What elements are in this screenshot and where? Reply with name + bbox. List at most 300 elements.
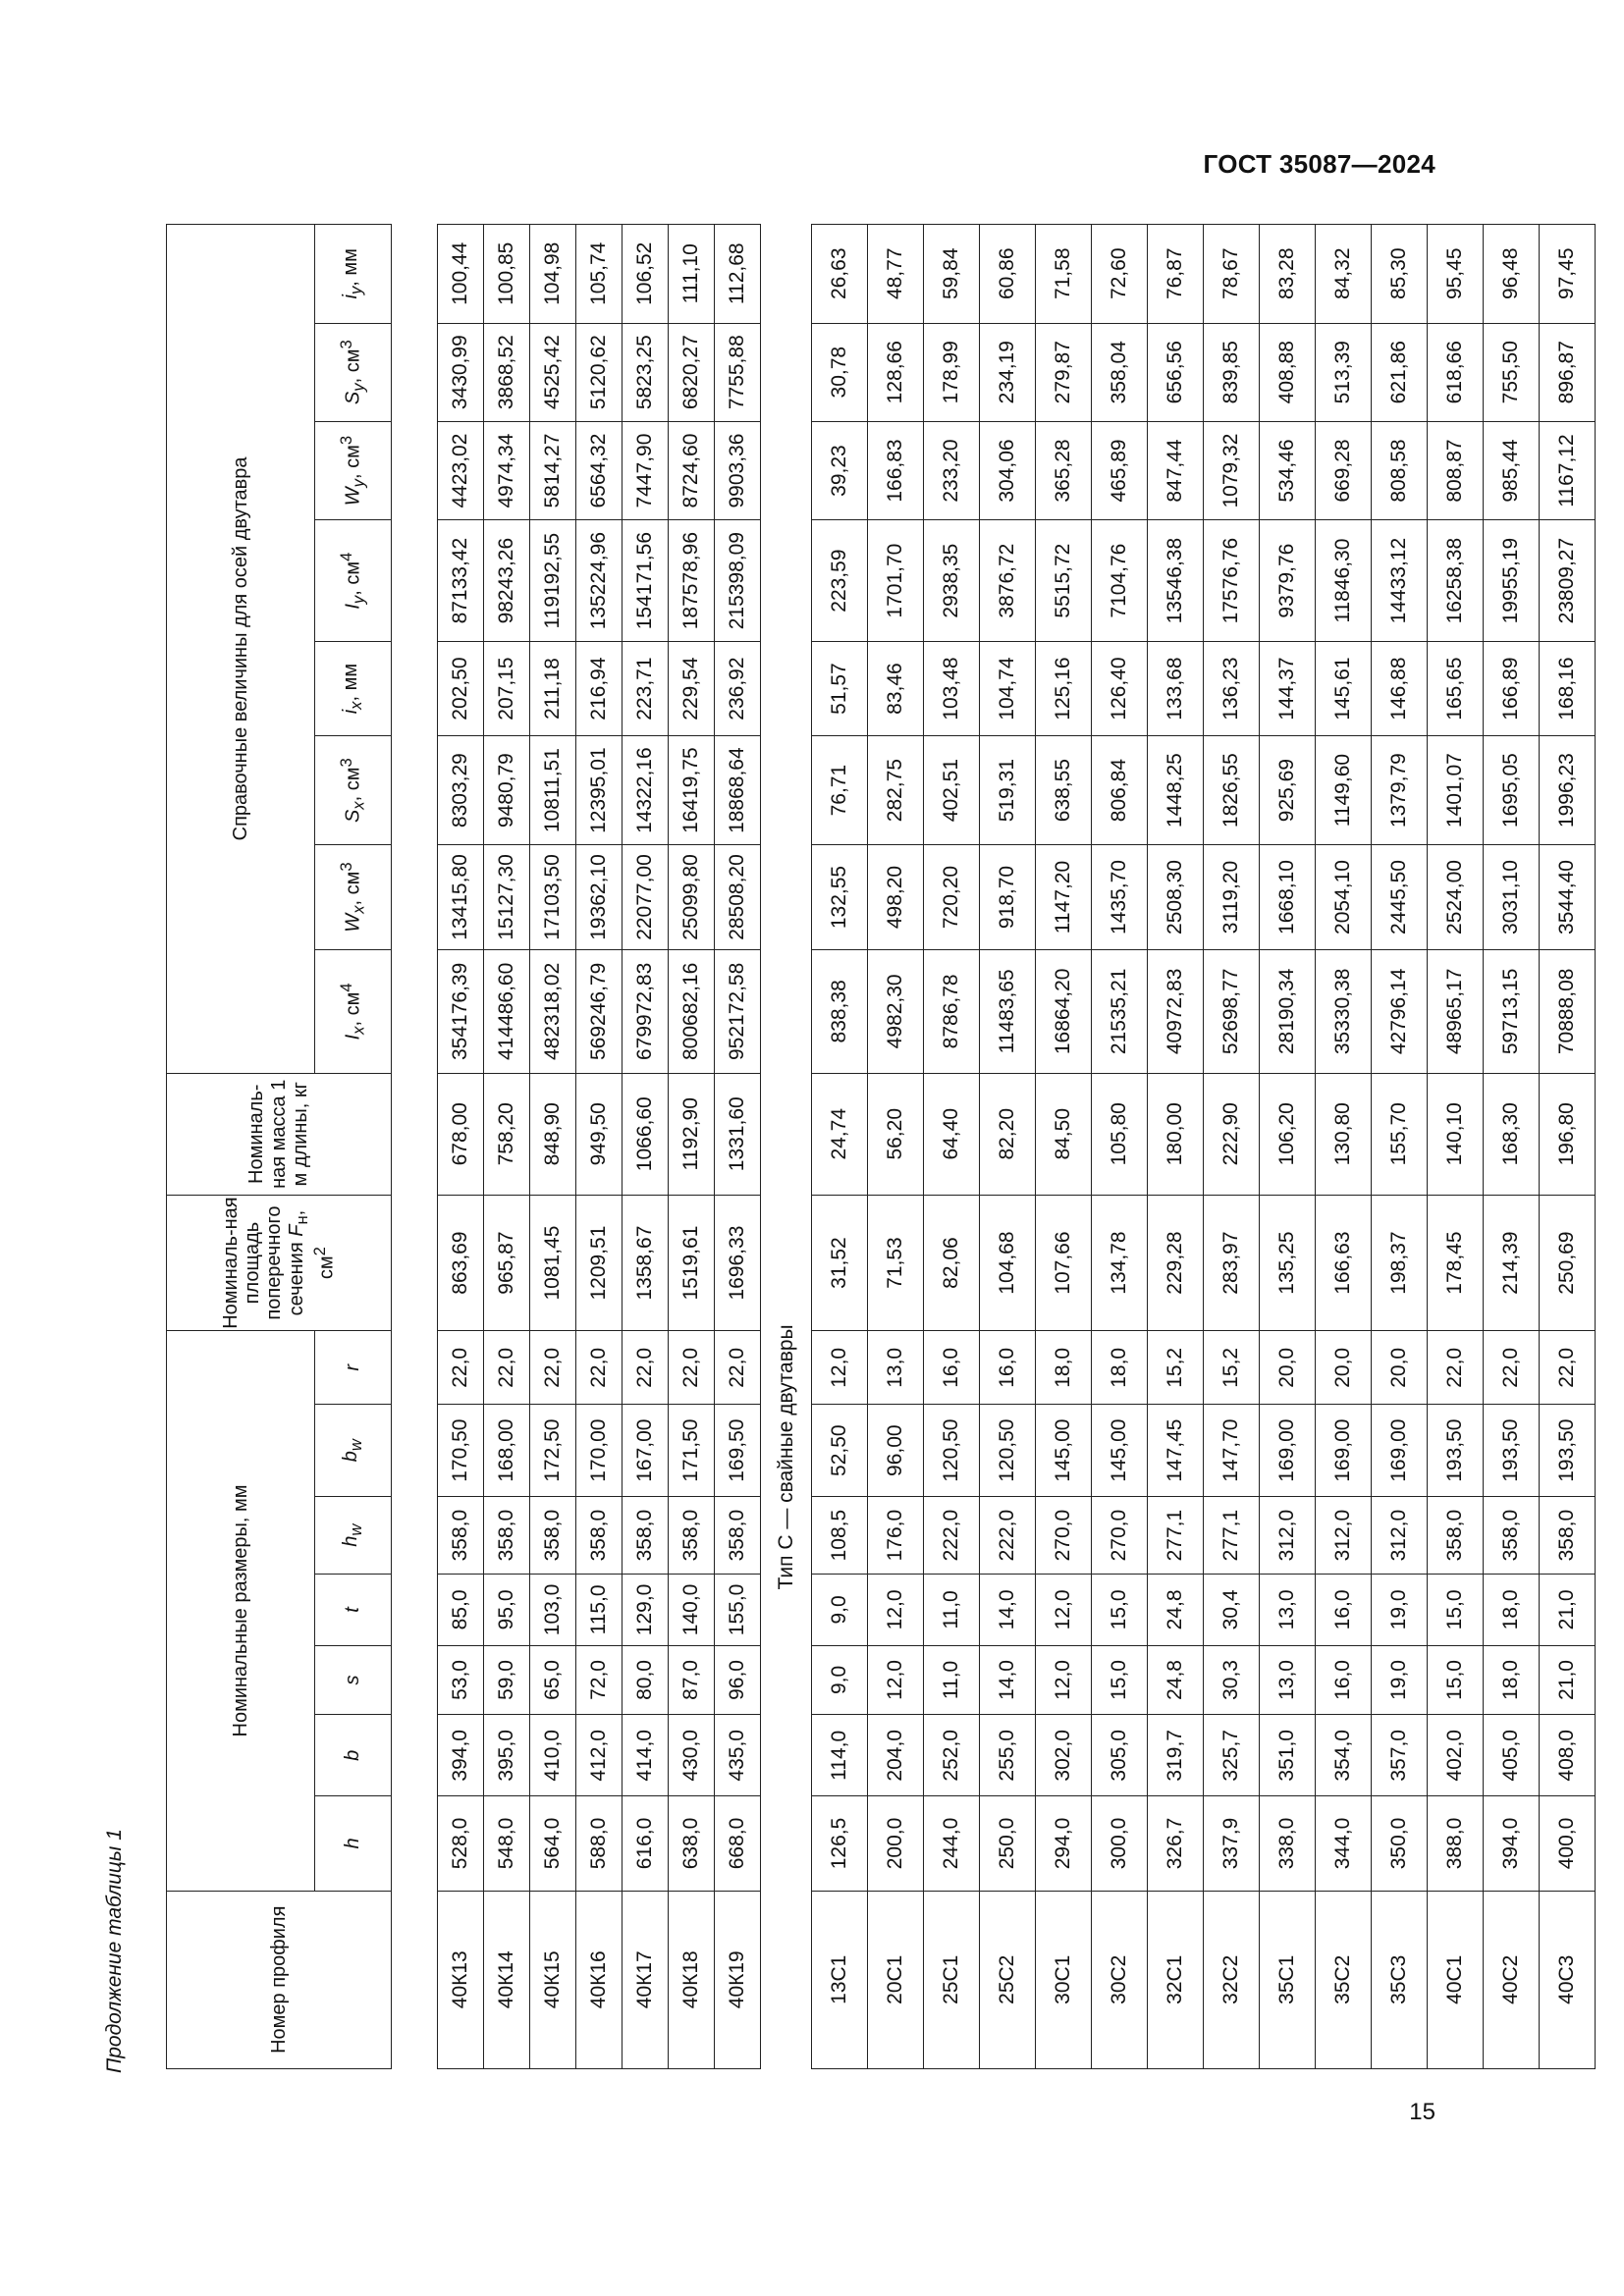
ref-header-subscript: x [347,701,366,710]
value-cell: 170,00 [576,1405,623,1497]
value-cell: 15127,30 [484,845,530,950]
table-continuation-caption: Продолжение таблицы 1 [103,1829,126,2073]
value-cell: 20,0 [1316,1331,1372,1405]
value-cell: 1147,20 [1036,845,1092,950]
value-cell: 925,69 [1260,736,1316,845]
value-cell: 204,0 [868,1715,924,1796]
ref-header-subscript: y [349,595,368,605]
value-cell: 8786,78 [924,949,980,1073]
value-cell: 132,55 [812,845,868,950]
value-cell: 15,0 [1428,1575,1484,1646]
value-cell: 126,5 [812,1796,868,1891]
value-cell: 84,50 [1036,1073,1092,1195]
value-cell: 211,18 [530,642,576,736]
value-cell: 103,48 [924,642,980,736]
value-cell: 808,58 [1372,421,1428,519]
ref-header-2 [315,736,392,845]
value-cell: 326,7 [1148,1796,1204,1891]
value-cell: 21,0 [1540,1645,1596,1714]
value-cell: 136,23 [1204,642,1260,736]
ref-header-unit: , см [342,445,364,479]
value-cell: 668,0 [715,1796,761,1891]
value-cell: 98243,26 [484,520,530,642]
value-cell: 918,70 [980,845,1036,950]
profile-cell: 20С1 [868,1891,924,2068]
value-cell: 96,00 [868,1405,924,1497]
value-cell: 302,0 [1036,1715,1092,1796]
value-cell: 430,0 [669,1715,715,1796]
dim-header-3 [315,1575,392,1646]
ref-header-symbol: S [342,391,364,405]
value-cell: 166,89 [1484,642,1540,736]
value-cell: 755,50 [1484,323,1540,421]
value-cell: 19,0 [1372,1575,1428,1646]
value-cell: 519,31 [980,736,1036,845]
value-cell: 847,44 [1148,421,1204,519]
value-cell: 223,59 [812,520,868,642]
value-cell: 283,97 [1204,1195,1260,1331]
value-cell: 300,0 [1092,1796,1148,1891]
value-cell: 18,0 [1484,1645,1540,1714]
value-cell: 14433,12 [1372,520,1428,642]
value-cell: 11,0 [924,1645,980,1714]
value-cell: 5823,25 [623,323,669,421]
value-cell: 12,0 [868,1645,924,1714]
value-cell: 51,57 [812,642,868,736]
table-row [1204,225,1260,2069]
value-cell: 105,74 [576,225,623,324]
value-cell: 337,9 [1204,1796,1260,1891]
value-cell: 76,87 [1148,225,1204,324]
value-cell: 16864,20 [1036,949,1092,1073]
value-cell: 85,30 [1372,225,1428,324]
value-cell: 130,80 [1316,1073,1372,1195]
value-cell: 83,28 [1260,225,1316,324]
value-cell: 344,0 [1316,1796,1372,1891]
value-cell: 12,0 [1036,1575,1092,1646]
value-cell: 145,00 [1092,1405,1148,1497]
dim-header-symbol: b [340,1451,362,1463]
profile-cell: 13С1 [812,1891,868,2068]
value-cell: 358,0 [669,1497,715,1575]
value-cell: 59713,15 [1484,949,1540,1073]
value-cell: 250,69 [1540,1195,1596,1331]
value-cell: 202,50 [438,642,484,736]
table-row [1316,225,1372,2069]
ref-header-subscript: y [349,383,368,392]
value-cell: 358,0 [623,1497,669,1575]
dim-header-symbol: r [342,1363,364,1371]
value-cell: 1358,67 [623,1195,669,1331]
value-cell: 125,16 [1036,642,1092,736]
value-cell: 71,53 [868,1195,924,1331]
value-cell: 52698,77 [1204,949,1260,1073]
value-cell: 338,0 [1260,1796,1316,1891]
value-cell: 863,69 [438,1195,484,1331]
value-cell: 569246,79 [576,949,623,1073]
value-cell: 720,20 [924,845,980,950]
value-cell: 171,50 [669,1405,715,1497]
value-cell: 167,00 [623,1405,669,1497]
value-cell: 405,0 [1484,1715,1540,1796]
value-cell: 13,0 [1260,1575,1316,1646]
value-cell: 270,0 [1092,1497,1148,1575]
value-cell: 394,0 [438,1715,484,1796]
value-cell: 178,99 [924,323,980,421]
value-cell: 222,0 [980,1497,1036,1575]
value-cell: 7104,76 [1092,520,1148,642]
table-row [924,225,980,2069]
value-cell: 20,0 [1260,1331,1316,1405]
value-cell: 85,0 [438,1575,484,1646]
value-cell: 18,0 [1092,1331,1148,1405]
value-cell: 120,50 [980,1405,1036,1497]
value-cell: 312,0 [1260,1497,1316,1575]
profile-cell: 40К15 [530,1891,576,2068]
value-cell: 294,0 [1036,1796,1092,1891]
ref-header-4 [315,520,392,642]
value-cell: 14322,16 [623,736,669,845]
dim-header-symbol: t [342,1607,364,1613]
table-row [1148,225,1204,2069]
profile-cell: 40К18 [669,1891,715,2068]
value-cell: 16419,75 [669,736,715,845]
ref-header-unit: , мм [340,248,362,287]
dim-header-symbol: s [342,1675,364,1685]
value-cell: 952172,58 [715,949,761,1073]
value-cell: 17103,50 [530,845,576,950]
value-cell: 169,00 [1316,1405,1372,1497]
ref-header-1 [315,845,392,950]
value-cell: 35330,38 [1316,949,1372,1073]
value-cell: 3876,72 [980,520,1036,642]
value-cell: 30,78 [812,323,868,421]
value-cell: 169,00 [1372,1405,1428,1497]
table-row [484,225,530,2069]
value-cell: 638,55 [1036,736,1092,845]
value-cell: 2508,30 [1148,845,1204,950]
ref-header-symbol: i [340,294,362,299]
value-cell: 564,0 [530,1796,576,1891]
value-cell: 104,98 [530,225,576,324]
profile-cell: 25С2 [980,1891,1036,2068]
value-cell: 21,0 [1540,1575,1596,1646]
ref-header-subscript: x [349,1026,368,1035]
value-cell: 11483,65 [980,949,1036,1073]
value-cell: 1081,45 [530,1195,576,1331]
value-cell: 414486,60 [484,949,530,1073]
value-cell: 656,56 [1148,323,1204,421]
ref-header-unit: , см [342,348,364,384]
value-cell: 145,00 [1036,1405,1092,1497]
value-cell: 115,0 [576,1575,623,1646]
value-cell: 187578,96 [669,520,715,642]
ref-header-subscript: y [347,286,366,295]
value-cell: 70888,08 [1540,949,1596,1073]
value-cell: 25099,80 [669,845,715,950]
value-cell: 244,0 [924,1796,980,1891]
value-cell: 12,0 [812,1331,868,1405]
value-cell: 15,0 [1428,1645,1484,1714]
value-cell: 18868,64 [715,736,761,845]
value-cell: 9379,76 [1260,520,1316,642]
value-cell: 87,0 [669,1645,715,1714]
value-cell: 9480,79 [484,736,530,845]
value-cell: 402,0 [1428,1715,1484,1796]
value-cell: 59,0 [484,1645,530,1714]
value-cell: 223,71 [623,642,669,736]
value-cell: 669,28 [1316,421,1372,519]
value-cell: 11846,30 [1316,520,1372,642]
value-cell: 18,0 [1484,1575,1540,1646]
table-row [1372,225,1428,2069]
value-cell: 112,68 [715,225,761,324]
value-cell: 19,0 [1372,1645,1428,1714]
value-cell: 1192,90 [669,1073,715,1195]
ref-header-unit: , см [342,871,364,906]
value-cell: 678,00 [438,1073,484,1195]
value-cell: 13,0 [868,1331,924,1405]
value-cell: 134,78 [1092,1195,1148,1331]
dim-header-4 [315,1497,392,1575]
value-cell: 233,20 [924,421,980,519]
value-cell: 65,0 [530,1645,576,1714]
value-cell: 52,50 [812,1405,868,1497]
table-row [669,225,715,2069]
ref-header-symbol: S [342,809,364,824]
value-cell: 9,0 [812,1645,868,1714]
value-cell: 16258,38 [1428,520,1484,642]
value-cell: 465,89 [1092,421,1148,519]
value-cell: 128,66 [868,323,924,421]
value-cell: 216,94 [576,642,623,736]
value-cell: 621,86 [1372,323,1428,421]
value-cell: 277,1 [1148,1497,1204,1575]
value-cell: 4974,34 [484,421,530,519]
profile-cell: 30С2 [1092,1891,1148,2068]
value-cell: 229,28 [1148,1195,1204,1331]
value-cell: 16,0 [1316,1575,1372,1646]
value-cell: 22,0 [484,1331,530,1405]
value-cell: 2524,00 [1428,845,1484,950]
value-cell: 19955,19 [1484,520,1540,642]
table-row [530,225,576,2069]
value-cell: 618,66 [1428,323,1484,421]
value-cell: 408,0 [1540,1715,1596,1796]
profile-cell: 40К16 [576,1891,623,2068]
value-cell: 3119,20 [1204,845,1260,950]
table-row [1036,225,1092,2069]
ref-header-subscript: x [349,801,368,810]
value-cell: 106,52 [623,225,669,324]
value-cell: 435,0 [715,1715,761,1796]
ref-header-superscript: 3 [336,340,355,349]
value-cell: 2445,50 [1372,845,1428,950]
value-cell: 358,04 [1092,323,1148,421]
value-cell: 155,0 [715,1575,761,1646]
table-row [1092,225,1148,2069]
value-cell: 24,8 [1148,1645,1204,1714]
ref-header-3 [315,642,392,736]
value-cell: 282,75 [868,736,924,845]
dim-header-subscript: w [347,1523,366,1536]
value-cell: 350,0 [1372,1796,1428,1891]
value-cell: 48,77 [868,225,924,324]
value-cell: 95,45 [1428,225,1484,324]
value-cell: 255,0 [980,1715,1036,1796]
table-row [576,225,623,2069]
value-cell: 588,0 [576,1796,623,1891]
ref-header-superscript: 4 [336,983,355,992]
value-cell: 140,0 [669,1575,715,1646]
value-cell: 19362,10 [576,845,623,950]
value-cell: 135,25 [1260,1195,1316,1331]
value-cell: 2054,10 [1316,845,1372,950]
value-cell: 616,0 [623,1796,669,1891]
value-cell: 279,87 [1036,323,1092,421]
dim-header-1 [315,1715,392,1796]
value-cell: 196,80 [1540,1073,1596,1195]
value-cell: 178,45 [1428,1195,1484,1331]
value-cell: 22,0 [530,1331,576,1405]
profile-cell: 32С1 [1148,1891,1204,2068]
value-cell: 13,0 [1260,1645,1316,1714]
value-cell: 4525,42 [530,323,576,421]
value-cell: 40972,83 [1148,949,1204,1073]
value-cell: 229,54 [669,642,715,736]
value-cell: 119192,55 [530,520,576,642]
value-cell: 808,87 [1428,421,1484,519]
value-cell: 60,86 [980,225,1036,324]
value-cell: 126,40 [1092,642,1148,736]
value-cell: 23809,27 [1540,520,1596,642]
value-cell: 319,7 [1148,1715,1204,1796]
ref-header-unit: , см [342,561,364,596]
value-cell: 250,0 [980,1796,1036,1891]
value-cell: 18,0 [1036,1331,1092,1405]
value-cell: 166,63 [1316,1195,1372,1331]
dim-header-5 [315,1405,392,1497]
value-cell: 15,0 [1092,1575,1148,1646]
ref-header-subscript: y [349,479,368,488]
value-cell: 806,84 [1092,736,1148,845]
ref-header-superscript: 3 [336,758,355,768]
value-cell: 3430,99 [438,323,484,421]
value-cell: 388,0 [1428,1796,1484,1891]
ref-header-symbol: I [342,1034,364,1041]
value-cell: 1435,70 [1092,845,1148,950]
value-cell: 354,0 [1316,1715,1372,1796]
ref-header-symbol: W [342,913,364,933]
ref-header-unit: , см [342,991,364,1027]
value-cell: 1079,32 [1204,421,1260,519]
value-cell: 72,0 [576,1645,623,1714]
value-cell: 354176,39 [438,949,484,1073]
value-cell: 193,50 [1428,1405,1484,1497]
value-cell: 1826,55 [1204,736,1260,845]
value-cell: 72,60 [1092,225,1148,324]
value-cell: 1668,10 [1260,845,1316,950]
value-cell: 4423,02 [438,421,484,519]
value-cell: 1149,60 [1316,736,1372,845]
value-cell: 1379,79 [1372,736,1428,845]
value-cell: 172,50 [530,1405,576,1497]
value-cell: 325,7 [1204,1715,1260,1796]
value-cell: 133,68 [1148,642,1204,736]
table-row [1484,225,1540,2069]
ref-header-superscript: 3 [336,435,355,446]
ref-header-6 [315,323,392,421]
value-cell: 39,23 [812,421,868,519]
value-cell: 1401,07 [1428,736,1484,845]
value-cell: 7447,90 [623,421,669,519]
ref-header-subscript: x [349,905,368,914]
value-cell: 80,0 [623,1645,669,1714]
page-number: 15 [1409,2099,1435,2125]
value-cell: 358,0 [530,1497,576,1575]
value-cell: 408,88 [1260,323,1316,421]
value-cell: 400,0 [1540,1796,1596,1891]
value-cell: 165,65 [1428,642,1484,736]
value-cell: 114,0 [812,1715,868,1796]
value-cell: 21535,21 [1092,949,1148,1073]
value-cell: 839,85 [1204,323,1260,421]
value-cell: 166,83 [868,421,924,519]
header-nominal-dims: Номинальные размеры, мм [167,1331,315,1891]
profile-cell: 40К17 [623,1891,669,2068]
value-cell: 20,0 [1372,1331,1428,1405]
value-cell: 22077,00 [623,845,669,950]
value-cell: 22,0 [715,1331,761,1405]
value-cell: 800682,16 [669,949,715,1073]
value-cell: 12,0 [868,1575,924,1646]
value-cell: 200,0 [868,1796,924,1891]
value-cell: 638,0 [669,1796,715,1891]
value-cell: 395,0 [484,1715,530,1796]
value-cell: 198,37 [1372,1195,1428,1331]
value-cell: 1066,60 [623,1073,669,1195]
value-cell: 100,85 [484,225,530,324]
ref-header-superscript: 4 [336,552,355,561]
ref-header-symbol: i [340,709,362,715]
value-cell: 140,10 [1428,1073,1484,1195]
value-cell: 22,0 [1484,1331,1540,1405]
value-cell: 270,0 [1036,1497,1092,1575]
value-cell: 513,39 [1316,323,1372,421]
value-cell: 13415,80 [438,845,484,950]
value-cell: 410,0 [530,1715,576,1796]
value-cell: 358,0 [1540,1497,1596,1575]
value-cell: 15,0 [1092,1645,1148,1714]
value-cell: 16,0 [980,1331,1036,1405]
value-cell: 22,0 [669,1331,715,1405]
value-cell: 76,71 [812,736,868,845]
value-cell: 111,10 [669,225,715,324]
dim-header-6 [315,1331,392,1405]
value-cell: 758,20 [484,1073,530,1195]
ref-header-unit: , см [342,767,364,802]
header-area: Номиналь-ная площадь поперечного сечения $F_н$, $см^2$ [167,1195,392,1331]
value-cell: 31,52 [812,1195,868,1331]
table-row [438,225,484,2069]
value-cell: 312,0 [1316,1497,1372,1575]
value-cell: 1696,33 [715,1195,761,1331]
value-cell: 180,00 [1148,1073,1204,1195]
value-cell: 214,39 [1484,1195,1540,1331]
value-cell: 103,0 [530,1575,576,1646]
value-cell: 48965,17 [1428,949,1484,1073]
profile-cell: 40С2 [1484,1891,1540,2068]
